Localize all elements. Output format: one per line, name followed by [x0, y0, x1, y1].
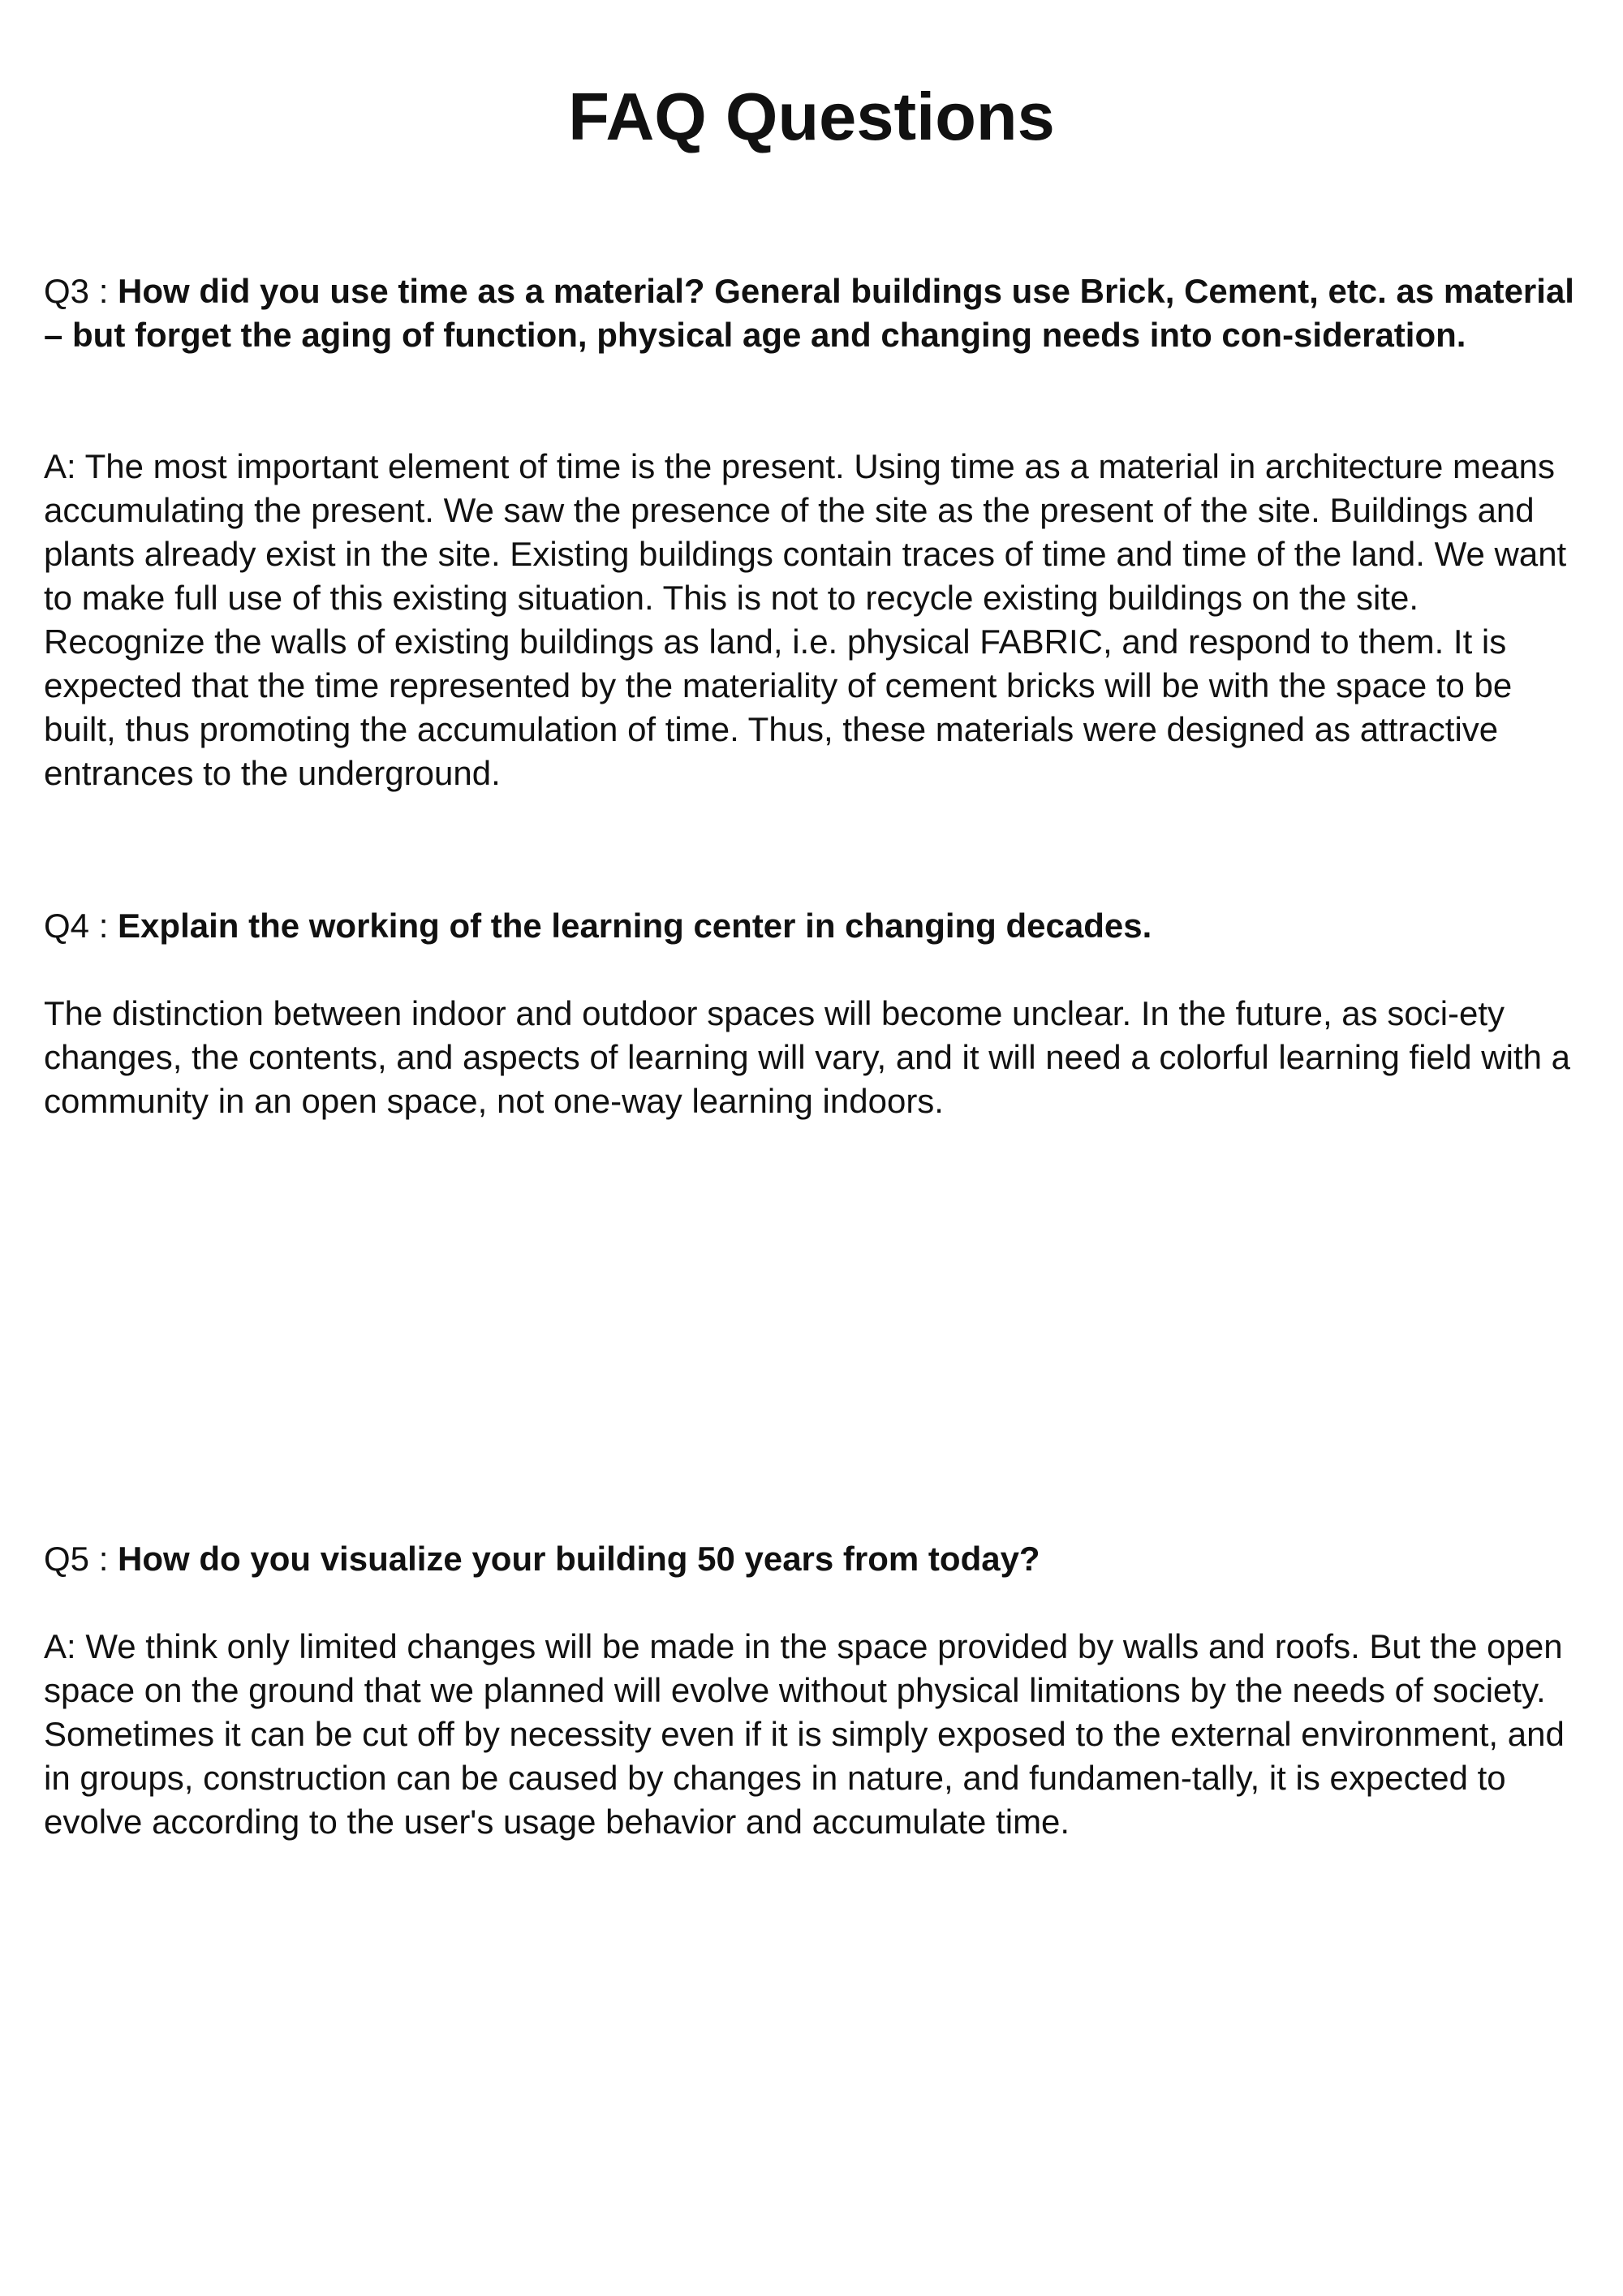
- question-number: Q4 :: [44, 907, 118, 945]
- faq-item-q3: [44, 269, 1586, 357]
- faq-question: [44, 904, 1586, 948]
- answer-text: The distinction between indoor and outdoor spaces will become unclear. In the future, as soci-ety changes, the contents, and aspects of learning will vary, and it will need a colorful learning field with a community in an open space, not one-way learning indoors.: [44, 994, 1570, 1120]
- page-title: FAQ Questions: [568, 79, 1055, 154]
- answer-text: A: The most important element of time is the present. Using time as a material in architecture means accumulating the present. We saw the presence of the site as the present of the site. Buildings and plants already exist in the site. Existing buildings contain traces of time and time of the land. We want to make full use of this existing situation. This is not to recycle existing buildings on the site. Recognize the walls of existing buildings as land, i.e. physical FABRIC, and respond to them. It is expected that the time represented by the materiality of cement bricks will be with the space to be built, thus promoting the accumulation of time. Thus, these materials were designed as attractive entrances to the underground.: [44, 447, 1567, 792]
- faq-item-q4: [44, 904, 1586, 948]
- faq-item-q5: [44, 1537, 1586, 1581]
- faq-question: [44, 269, 1586, 357]
- faq-answer-q5: [44, 1625, 1586, 1844]
- faq-answer-q4: [44, 992, 1586, 1123]
- question-text: How did you use time as a material? General buildings use Brick, Cement, etc. as material – but forget the aging of function, physical age and changing needs into con-sideration.: [44, 272, 1574, 354]
- faq-question: [44, 1537, 1586, 1581]
- faq-answer-q3: [44, 445, 1586, 795]
- question-number: Q3 :: [44, 272, 118, 310]
- question-text: How do you visualize your building 50 years from today?: [118, 1540, 1040, 1578]
- answer-text: A: We think only limited changes will be made in the space provided by walls and roofs. But the open space on the ground that we planned will evolve without physical limitations by the needs of society. Sometimes it can be cut off by necessity even if it is simply exposed to the external environment, and in groups, construction can be caused by changes in nature, and fundamen-tally, it is expected to evolve according to the user's usage behavior and accumulate time.: [44, 1627, 1565, 1841]
- question-text: Explain the working of the learning center in changing decades.: [118, 907, 1152, 945]
- question-number: Q5 :: [44, 1540, 118, 1578]
